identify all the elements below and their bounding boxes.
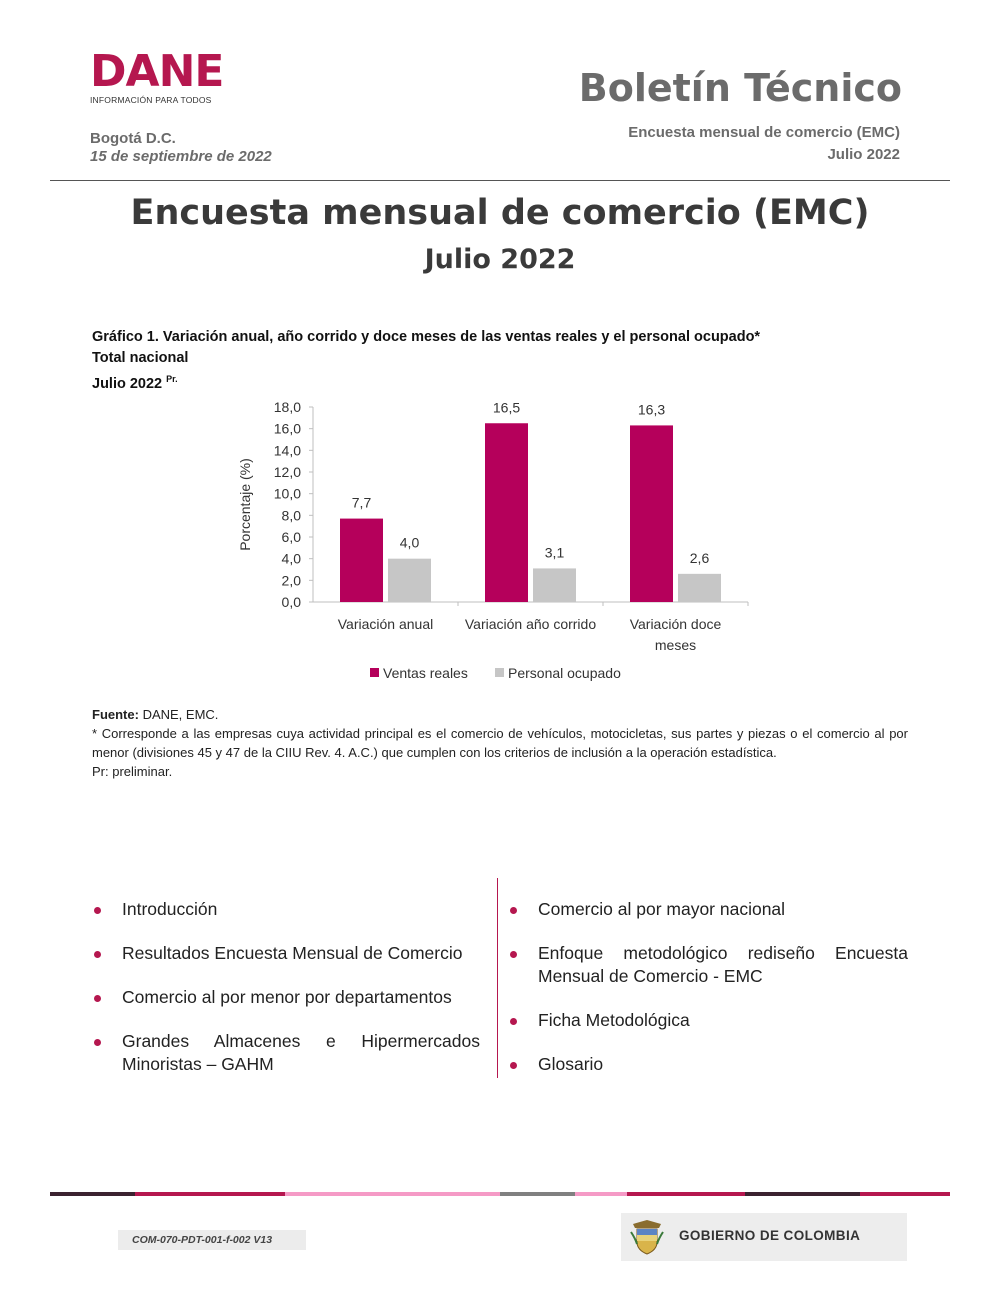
chart-notes: [92, 705, 908, 781]
bar-data-label: 2,6: [689, 549, 710, 566]
toc-right: [508, 898, 908, 1097]
chart-caption-period: Julio 2022: [92, 375, 163, 392]
bullet-icon: [94, 907, 101, 914]
toc-item[interactable]: [92, 1030, 480, 1076]
toc-item-label: Comercio al por mayor nacional: [538, 899, 786, 919]
y-tick-label: 8,0: [281, 507, 301, 524]
bar: [678, 574, 721, 602]
bar: [630, 425, 673, 602]
toc-item-label: Comercio al por menor por departamentos: [122, 987, 452, 1007]
bar: [340, 519, 383, 602]
government-label: GOBIERNO DE COLOMBIA: [679, 1228, 861, 1243]
bar-data-label: 7,7: [351, 494, 372, 511]
y-tick-label: 4,0: [281, 550, 301, 567]
toc-item[interactable]: [92, 942, 480, 965]
chart-caption-line3: [92, 369, 760, 395]
page-title: Encuesta mensual de comercio (EMC): [130, 193, 870, 233]
toc-divider: [497, 878, 498, 1078]
x-category-label: Variación doce: [629, 616, 722, 632]
x-category-label: Variación año corrido: [464, 616, 597, 632]
bullet-icon: [510, 951, 517, 958]
footer-bar-segment: [50, 1192, 135, 1196]
chart-caption: [92, 327, 760, 395]
x-category-label: Variación anual: [337, 616, 434, 632]
bullet-icon: [94, 995, 101, 1002]
source-text: DANE, EMC.: [138, 707, 219, 722]
header-divider: [50, 180, 950, 181]
legend-label: Ventas reales: [383, 665, 468, 681]
government-badge: [621, 1213, 907, 1261]
toc-item-label: Resultados Encuesta Mensual de Comercio: [122, 943, 463, 963]
toc-item[interactable]: [92, 898, 480, 921]
toc-item[interactable]: [508, 898, 908, 921]
footer-bar-segment: [745, 1192, 860, 1196]
source-line: [92, 705, 908, 724]
bullet-icon: [94, 951, 101, 958]
y-tick-label: 10,0: [273, 485, 301, 502]
page-subtitle: Julio 2022: [424, 244, 576, 275]
publication-date: 15 de septiembre de 2022: [90, 148, 272, 165]
bullet-icon: [510, 907, 517, 914]
footer-bar-segment: [627, 1192, 745, 1196]
bulletin-title: Boletín Técnico: [578, 66, 902, 110]
toc-item[interactable]: [508, 1009, 908, 1032]
footer-bar-segment: [135, 1192, 285, 1196]
colombia-crest-icon: [629, 1218, 665, 1256]
chart-caption-line2: Total nacional: [92, 350, 189, 366]
footnote: * Corresponde a las empresas cuya actividad principal es el comercio de vehículos, motocicletas, sus partes y piezas o el comercio al por menor (divisiones 45 y 47 de la CIIU Rev. 4. A.C.) que cumplen con los criterios de inclusión a la operación estadística.: [92, 726, 908, 760]
toc-item-label: Ficha Metodológica: [538, 1010, 690, 1030]
bullet-icon: [510, 1062, 517, 1069]
y-axis-label: Porcentaje (%): [237, 458, 253, 551]
bar: [388, 559, 431, 602]
bar-chart: [230, 392, 790, 697]
legend-swatch: [495, 668, 504, 677]
bar-data-label: 16,5: [492, 399, 521, 416]
bullet-icon: [94, 1039, 101, 1046]
x-category-label: meses: [654, 637, 697, 653]
bullet-icon: [510, 1018, 517, 1025]
legend-swatch: [370, 668, 379, 677]
logo-word: DANE: [90, 46, 224, 97]
bar-data-label: 4,0: [399, 534, 420, 551]
bar: [485, 423, 528, 602]
logo-tagline: INFORMACIÓN PARA TODOS: [90, 95, 212, 105]
y-tick-label: 6,0: [281, 529, 301, 545]
toc-item[interactable]: [92, 986, 480, 1009]
y-tick-label: 0,0: [281, 594, 301, 610]
toc-item[interactable]: [508, 1053, 908, 1076]
bar-data-label: 3,1: [544, 544, 565, 561]
source-label: Fuente:: [92, 707, 139, 722]
bar-data-label: 16,3: [637, 401, 666, 418]
y-tick-label: 14,0: [273, 442, 301, 459]
toc-left: [92, 898, 480, 1097]
legend-label: Personal ocupado: [508, 665, 621, 681]
y-tick-label: 18,0: [273, 399, 301, 415]
y-tick-label: 2,0: [281, 572, 301, 589]
survey-period: Julio 2022: [827, 146, 900, 163]
footer-color-bar: [50, 1192, 950, 1196]
footer-bar-segment: [860, 1192, 950, 1196]
toc-item-label: Enfoque metodológico rediseño Encuesta Mensual de Comercio - EMC: [538, 943, 908, 986]
toc-item-label: Glosario: [538, 1054, 604, 1074]
bar: [533, 568, 576, 602]
document-code: COM-070-PDT-001-f-002 V13: [118, 1230, 306, 1250]
toc-item-label: Introducción: [122, 899, 218, 919]
footer-bar-segment: [500, 1192, 575, 1196]
city: Bogotá D.C.: [90, 130, 176, 147]
footer-bar-segment: [285, 1192, 500, 1196]
chart-caption-line1: Gráfico 1. Variación anual, año corrido y doce meses de las ventas reales y el personal ocupado*: [92, 329, 761, 345]
y-tick-label: 16,0: [273, 420, 301, 437]
y-tick-label: 12,0: [273, 464, 301, 480]
toc-item-label: Grandes Almacenes e Hipermercados Minoristas – GAHM: [122, 1031, 480, 1074]
footer-bar-segment: [575, 1192, 627, 1196]
dane-logo: [90, 46, 250, 108]
chart-caption-sup: Pr.: [166, 374, 178, 384]
prelim-note: Pr: preliminar.: [92, 764, 173, 779]
survey-name: Encuesta mensual de comercio (EMC): [628, 124, 900, 141]
toc-item[interactable]: [508, 942, 908, 988]
